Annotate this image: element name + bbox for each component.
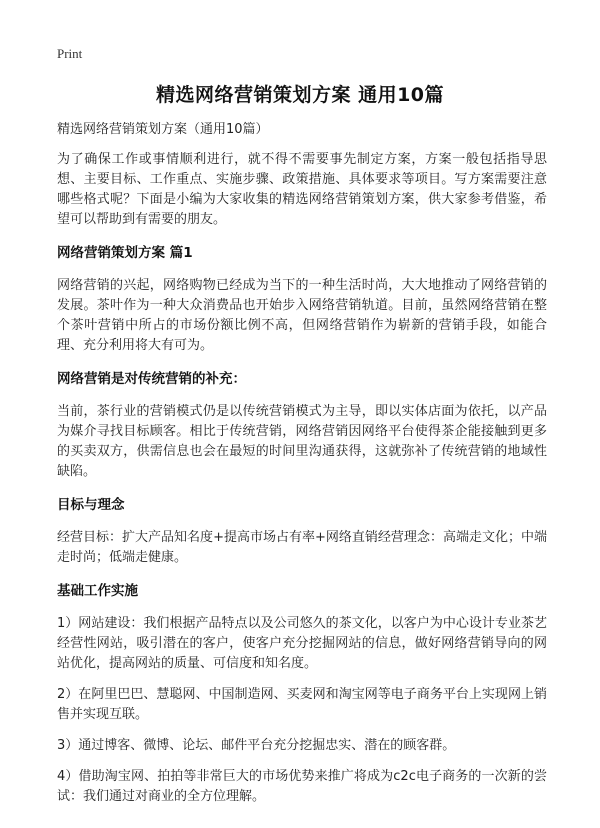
section-heading-supplement: 网络营销是对传统营销的补充：	[57, 371, 246, 387]
list-item: 3）通过博客、微博、论坛、邮件平台充分挖掘忠实、潜在的顾客群。	[57, 738, 456, 753]
section-paragraph-plan-1: 网络营销的兴起，网络购物已经成为当下的一种生活时尚，大大地推动了网络营销的发展。茶叶作为一种大众消费品也开始步入网络营销轨道。目前，虽然网络营销在整个茶叶营销中所占的市场份额比例不高，但网络营销作为崭新的营销手段，如能合理、充分利用将大有可为。	[57, 278, 547, 353]
section-heading-basic-work: 基础工作实施	[57, 583, 138, 599]
list-item: 2）在阿里巴巴、慧聪网、中国制造网、买麦网和淘宝网等电子商务平台上实现网上销售并实现互联。	[57, 687, 547, 722]
section-heading-plan-1: 网络营销策划方案 篇1	[57, 245, 193, 261]
list-item: 1）网站建设：我们根据产品特点以及公司悠久的茶文化，以客户为中心设计专业茶艺经营性网站，吸引潜在的客户，使客户充分挖掘网站的信息，做好网络营销导向的网站优化，提高网站的质量、可信度和知名度。	[57, 616, 547, 671]
section-paragraph-goals: 经营目标：扩大产品知名度+提高市场占有率+网络直销经营理念：高端走文化；中端走时尚；低端走健康。	[57, 530, 547, 565]
intro-paragraph: 为了确保工作或事情顺利进行，就不得不需要事先制定方案，方案一般包括指导思想、主要目标、工作重点、实施步骤、政策措施、具体要求等项目。写方案需要注意哪些格式呢？下面是小编为大家收集的精选网络营销策划方案，供大家参考借鉴，希望可以帮助到有需要的朋友。	[57, 152, 547, 227]
print-label: Print	[57, 46, 83, 61]
list-item: 4）借助淘宝网、拍拍等非常巨大的市场优势来推广将成为c2c电子商务的一次新的尝试：我们通过对商业的全方位理解。	[57, 769, 547, 804]
document-subtitle: 精选网络营销策划方案（通用10篇）	[57, 122, 269, 137]
document-title: 精选网络营销策划方案 通用10篇	[155, 84, 445, 106]
document-body	[57, 120, 547, 818]
section-heading-goals: 目标与理念	[57, 497, 125, 513]
section-paragraph-supplement: 当前，茶行业的营销模式仍是以传统营销模式为主导，即以实体店面为依托，以产品为媒介寻找目标顾客。相比于传统营销，网络营销因网络平台使得茶企能接触到更多的买卖双方，供需信息也会在最短的时间里沟通获得，这就弥补了传统营销的地域性缺陷。	[57, 404, 547, 479]
